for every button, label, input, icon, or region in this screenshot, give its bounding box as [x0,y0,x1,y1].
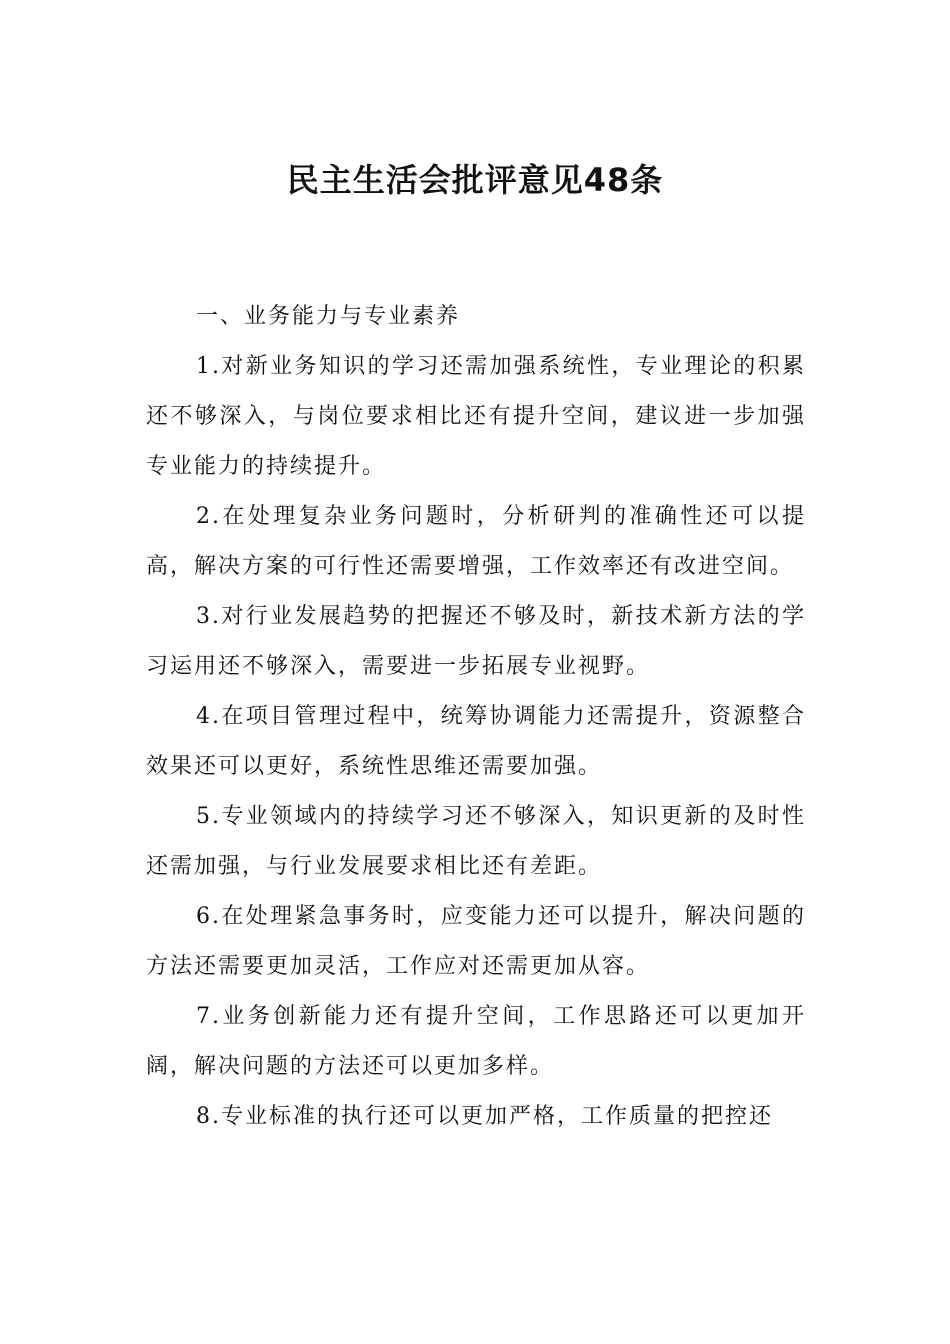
paragraph-item-6: 6.在处理紧急事务时，应变能力还可以提升，解决问题的方法还需要更加灵活，工作应对还需更加从容。 [146,904,806,979]
paragraph-item-7: 7.业务创新能力还有提升空间，工作思路还可以更加开阔，解决问题的方法还可以更加多样。 [146,1004,806,1079]
paragraph-item-2: 2.在处理复杂业务问题时，分析研判的准确性还可以提高，解决方案的可行性还需要增强，工作效率还有改进空间。 [146,504,806,579]
document-body [146,292,806,1142]
paragraph-item-5: 5.专业领域内的持续学习还不够深入，知识更新的及时性还需加强，与行业发展要求相比还有差距。 [146,804,806,879]
section-heading: 一、业务能力与专业素养 [196,304,461,329]
paragraph-item-3: 3.对行业发展趋势的把握还不够及时，新技术新方法的学习运用还不够深入，需要进一步拓展专业视野。 [146,604,806,679]
paragraph-item-8: 8.专业标准的执行还可以更加严格，工作质量的把控还 [196,1104,773,1129]
paragraph-item-1: 1.对新业务知识的学习还需加强系统性，专业理论的积累还不够深入，与岗位要求相比还有提升空间，建议进一步加强专业能力的持续提升。 [146,354,806,479]
paragraph-item-4: 4.在项目管理过程中，统筹协调能力还需提升，资源整合效果还可以更好，系统性思维还需要加强。 [146,704,806,779]
document-title: 民主生活会批评意见48条 [286,161,664,199]
